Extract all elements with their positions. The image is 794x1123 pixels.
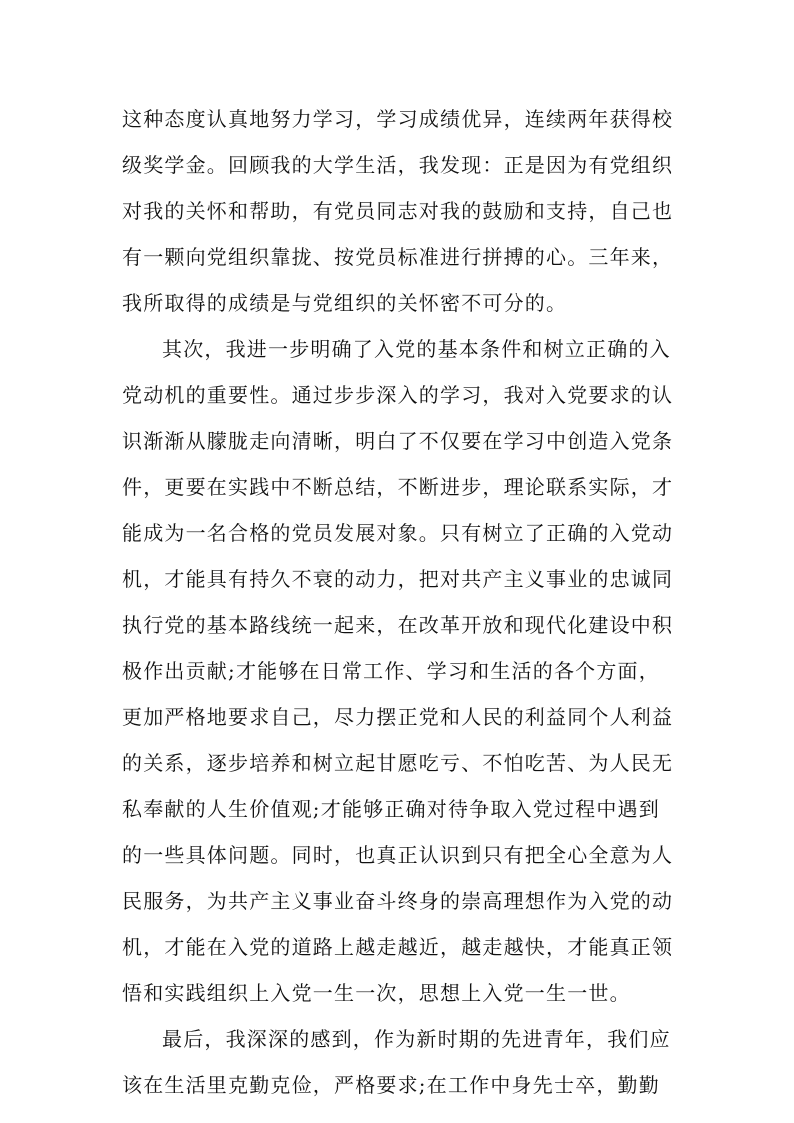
- text-line: 级奖学金。回顾我的大学生活，我发现：正是因为有党组织: [122, 153, 674, 177]
- text-line: 的关系，逐步培养和树立起甘愿吃亏、不怕吃苦、为人民无: [122, 751, 674, 775]
- text-line: 更加严格地要求自己，尽力摆正党和人民的利益同个人利益: [122, 705, 674, 729]
- text-line: 民服务，为共产主义事业奋斗终身的崇高理想作为入党的动: [122, 889, 674, 913]
- text-line: 对我的关怀和帮助，有党员同志对我的鼓励和支持，自己也: [122, 199, 674, 223]
- text-line: 机，才能具有持久不衰的动力，把对共产主义事业的忠诚同: [122, 567, 674, 591]
- text-line: 党动机的重要性。通过步步深入的学习，我对入党要求的认: [122, 383, 674, 407]
- text-line: 私奉献的人生价值观;才能够正确对待争取入党过程中遇到: [122, 797, 660, 821]
- text-line: 能成为一名合格的党员发展对象。只有树立了正确的入党动: [122, 521, 674, 545]
- text-line: 该在生活里克勤克俭，严格要求;在工作中身先士卒，勤勤: [122, 1073, 660, 1097]
- paragraph-start-line: 其次，我进一步明确了入党的基本条件和树立正确的入: [162, 337, 671, 361]
- text-line: 机，才能在入党的道路上越走越近，越走越快，才能真正领: [122, 935, 674, 959]
- document-text-block: [122, 96, 682, 1108]
- text-line: 件，更要在实践中不断总结，不断进步，理论联系实际，才: [122, 475, 674, 499]
- paragraph-start-line: 最后，我深深的感到，作为新时期的先进青年，我们应: [162, 1027, 671, 1051]
- text-line: 极作出贡献;才能够在日常工作、学习和生活的各个方面，: [122, 659, 660, 683]
- text-line: 这种态度认真地努力学习，学习成绩优异，连续两年获得校: [122, 107, 674, 131]
- text-line: 有一颗向党组织靠拢、按党员标准进行拼搏的心。三年来，: [122, 245, 674, 269]
- text-line: 悟和实践组织上入党一生一次，思想上入党一生一世。: [122, 981, 631, 1005]
- text-line: 的一些具体问题。同时，也真正认识到只有把全心全意为人: [122, 843, 674, 867]
- text-line: 执行党的基本路线统一起来，在改革开放和现代化建设中积: [122, 613, 674, 637]
- text-line: 识渐渐从朦胧走向清晰，明白了不仅要在学习中创造入党条: [122, 429, 674, 453]
- text-line: 我所取得的成绩是与党组织的关怀密不可分的。: [122, 291, 568, 315]
